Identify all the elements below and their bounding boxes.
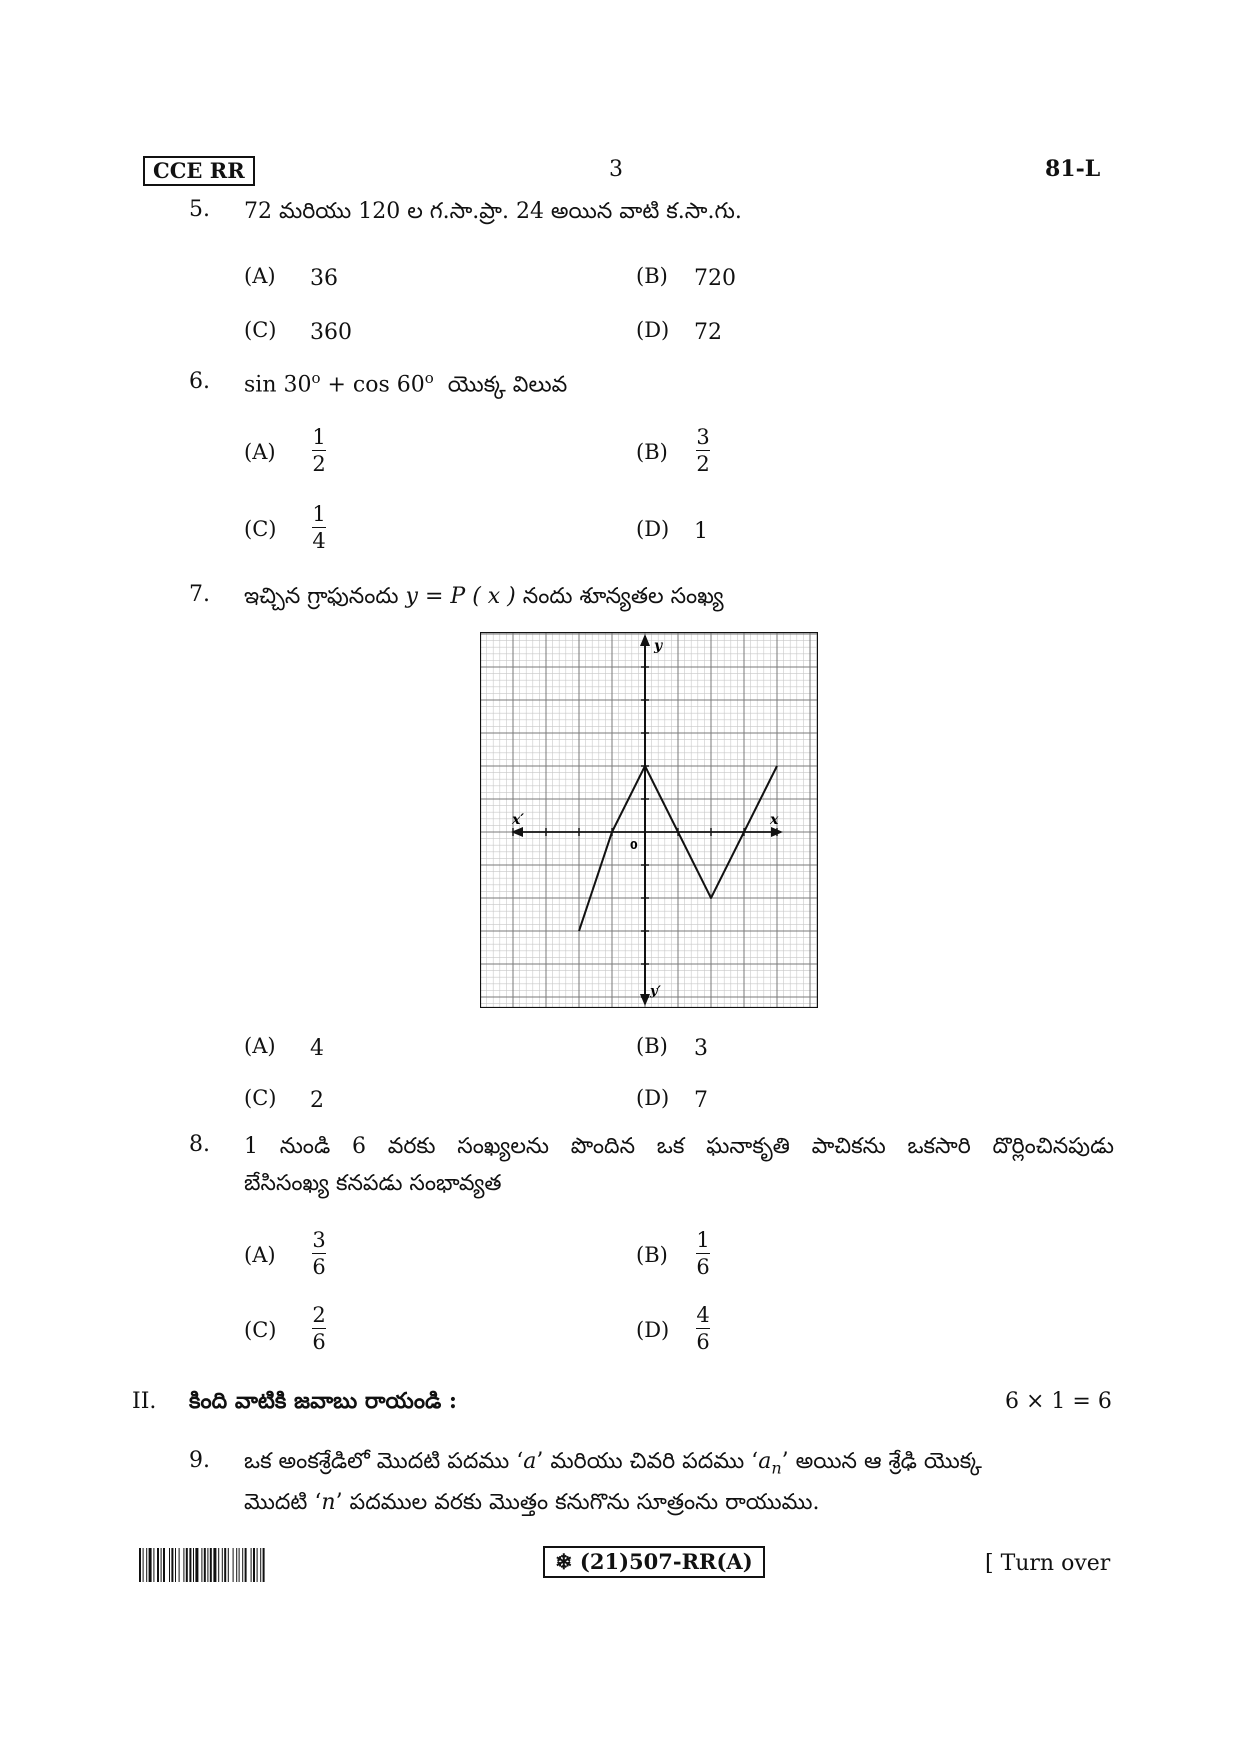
paper-code: 81-L xyxy=(1045,156,1101,182)
q9-text-line1 xyxy=(244,1445,982,1480)
graph-y-equals-p-x xyxy=(480,632,818,1008)
q8-opt-b-num: 1 xyxy=(696,1228,710,1252)
q9-var-n: n xyxy=(321,1490,336,1515)
q5-opt-a-label: (A) xyxy=(244,264,276,288)
q9-var-n-sub: n xyxy=(771,1458,782,1478)
q5-opt-c-value: 360 xyxy=(310,320,352,345)
q6-text xyxy=(244,367,567,401)
q9-number: 9. xyxy=(189,1448,210,1473)
q6-text-mid: + cos 60 xyxy=(320,372,425,398)
q7-text xyxy=(244,580,724,613)
q7-opt-d-value: 7 xyxy=(694,1088,708,1113)
q8-opt-a-label: (A) xyxy=(244,1243,276,1267)
q6-degree-2: o xyxy=(424,369,434,387)
q8-text-line2: బేసిసంఖ్య కనపడు సంభావ్యత xyxy=(244,1171,502,1196)
turn-over-label: [ Turn over xyxy=(985,1551,1111,1576)
q7-math: y = P ( x ) xyxy=(405,584,516,609)
q8-text-line1: 1 నుండి 6 వరకు సంఖ్యలను పొందిన ఒక ఘనాకృతి పాచికను ఒకసారి దొర్లించినపుడు xyxy=(244,1134,1114,1159)
section-marks: 6 × 1 = 6 xyxy=(1005,1389,1112,1414)
q9-line2-b: ’ పదముల వరకు మొత్తం కనుగొను సూత్రంను రాయుము. xyxy=(335,1490,820,1515)
q6-opt-b-label: (B) xyxy=(636,440,668,464)
graph-border xyxy=(481,633,818,1008)
q7-opt-a-value: 4 xyxy=(310,1036,324,1061)
q7-text-pre: ఇచ్చిన గ్రాఫునందు xyxy=(244,584,406,609)
section-roman-numeral: II. xyxy=(132,1389,157,1414)
q8-opt-d-label: (D) xyxy=(636,1318,670,1342)
q6-opt-a-den: 2 xyxy=(312,452,326,476)
q8-opt-a-fraction xyxy=(312,1228,326,1279)
q8-opt-b-den: 6 xyxy=(696,1255,710,1279)
q8-opt-c-label: (C) xyxy=(244,1318,277,1342)
section-title: కింది వాటికి జవాబు రాయండి : xyxy=(189,1388,458,1414)
q7-opt-b-value: 3 xyxy=(694,1036,708,1061)
q6-opt-c-den: 4 xyxy=(312,529,326,553)
q6-opt-b-den: 2 xyxy=(696,452,710,476)
q7-opt-c-label: (C) xyxy=(244,1086,277,1110)
footer-code-box xyxy=(543,1546,765,1578)
q8-opt-c-fraction xyxy=(312,1303,326,1354)
q6-opt-c-num: 1 xyxy=(312,502,326,526)
q6-degree-1: o xyxy=(311,369,321,387)
q7-opt-d-label: (D) xyxy=(636,1086,670,1110)
q7-opt-a-label: (A) xyxy=(244,1034,276,1058)
q6-opt-c-label: (C) xyxy=(244,517,277,541)
q5-text: 72 మరియు 120 ల గ.సా.ప్రా. 24 అయిన వాటి క.సా.గు. xyxy=(244,199,742,224)
q6-text-post: యొక్క విలువ xyxy=(433,372,568,398)
q6-opt-b-num: 3 xyxy=(696,425,710,449)
q8-opt-c-den: 6 xyxy=(312,1330,326,1354)
q6-opt-d-label: (D) xyxy=(636,517,670,541)
header-code: CCE RR xyxy=(153,158,245,183)
q9-line1-a: ఒక అంకశ్రేడిలో మొదటి పదము ‘ xyxy=(244,1449,524,1474)
q6-opt-a-num: 1 xyxy=(312,425,326,449)
q7-number: 7. xyxy=(189,582,210,607)
origin-label: 0 xyxy=(630,839,638,852)
q6-opt-a-label: (A) xyxy=(244,440,276,464)
q6-number: 6. xyxy=(189,369,210,394)
q6-opt-c-fraction xyxy=(312,502,326,553)
q8-opt-c-num: 2 xyxy=(312,1303,326,1327)
y-neg-axis-label: y′ xyxy=(650,984,661,999)
graph-major-grid xyxy=(480,632,818,1008)
q8-opt-d-fraction xyxy=(696,1303,710,1354)
barcode xyxy=(139,1548,383,1582)
q5-opt-d-label: (D) xyxy=(636,318,670,342)
q7-opt-b-label: (B) xyxy=(636,1034,668,1058)
q6-text-pre: sin 30 xyxy=(244,372,312,398)
q8-opt-d-num: 4 xyxy=(696,1303,710,1327)
q8-opt-b-fraction xyxy=(696,1228,710,1279)
q6-opt-d-value: 1 xyxy=(694,519,708,544)
q9-var-an: a xyxy=(758,1449,772,1474)
y-axis-arrow-down-icon xyxy=(640,994,650,1006)
x-axis-label: x xyxy=(770,812,779,828)
q8-opt-a-num: 3 xyxy=(312,1228,326,1252)
q6-opt-b-fraction xyxy=(696,425,710,476)
q9-text-line2 xyxy=(244,1486,820,1519)
q8-opt-a-den: 6 xyxy=(312,1255,326,1279)
q9-var-a: a xyxy=(523,1449,537,1474)
page-number: 3 xyxy=(609,157,623,182)
q7-text-post: నందు శూన్యతల సంఖ్య xyxy=(515,584,724,609)
q6-opt-a-fraction xyxy=(312,425,326,476)
q9-line1-c: ’ అయిన ఆ శ్రేఢి యొక్క xyxy=(781,1449,982,1474)
q8-opt-b-label: (B) xyxy=(636,1243,668,1267)
y-axis-label: y xyxy=(654,638,663,654)
q7-opt-c-value: 2 xyxy=(310,1088,324,1113)
q5-opt-c-label: (C) xyxy=(244,318,277,342)
q5-opt-b-value: 720 xyxy=(694,266,736,291)
snowflake-icon: ❄ xyxy=(555,1549,573,1574)
header-code-box xyxy=(143,156,255,186)
q5-opt-b-label: (B) xyxy=(636,264,668,288)
q5-number: 5. xyxy=(189,197,210,222)
q5-opt-a-value: 36 xyxy=(310,266,338,291)
y-axis-arrow-up-icon xyxy=(640,634,650,646)
footer-code: (21)507-RR(A) xyxy=(579,1549,753,1574)
q9-line1-b: ’ మరియు చివరి పదము ‘ xyxy=(536,1449,759,1474)
x-neg-axis-label: x′ xyxy=(512,812,525,828)
q5-opt-d-value: 72 xyxy=(694,320,722,345)
graph-minor-grid xyxy=(480,632,818,1008)
q8-number: 8. xyxy=(189,1132,210,1157)
q8-opt-d-den: 6 xyxy=(696,1330,710,1354)
q9-line2-a: మొదటి ‘ xyxy=(244,1490,322,1515)
